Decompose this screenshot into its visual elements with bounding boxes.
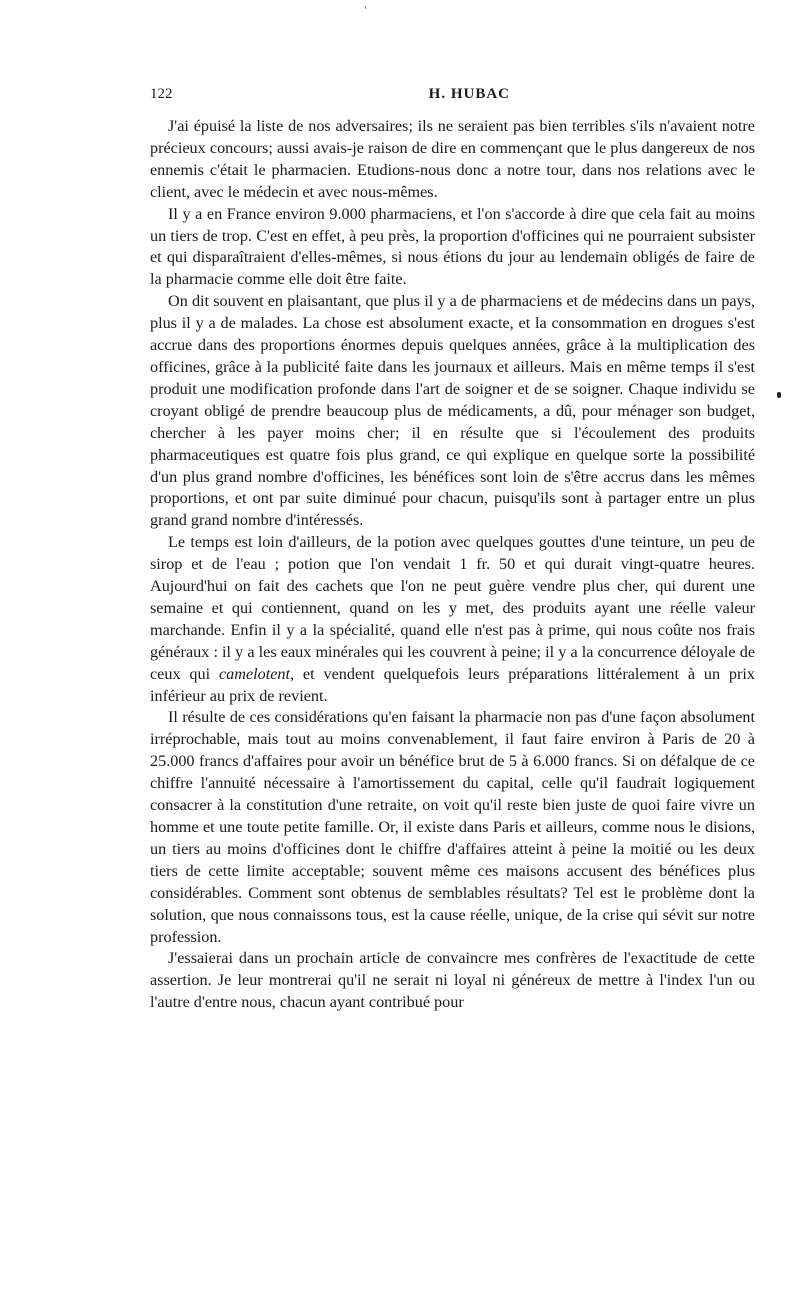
italic-word: camelotent [218,664,291,683]
page-number: 122 [150,86,173,102]
paragraph-3: On dit souvent en plaisantant, que plus il y a de pharmaciens et de médecins dans un pays, plus il y a de malades. La chose est absolument exacte, et la consommation en drogues s'est accrue dans des proportions énormes depuis quelques années, grâce à la multiplication des officines, grâce à la publicité faite dans les journaux et ailleurs. Mais en même temps il s'est produit une modification profonde dans l'art de soigner et de se soigner. Chaque individu se croyant obligé de prendre beaucoup plus de médicaments, a dû, pour ménager son budget, chercher à les payer moins cher; il en résulte que si l'écoulement des produits pharmaceutiques est quatre fois plus grand, ce qui explique en quelque sorte la possibilité d'un plus grand nombre d'officines, les bénéfices sont loin de s'être accrus dans les mêmes proportions, et ont par suite diminué pour chacun, puisqu'ils sont à partager entre un plus grand grand nombre d'intéressés. [150,292,755,530]
running-head: H. HUBAC [428,86,510,102]
paragraph-2: Il y a en France environ 9.000 pharmaciens, et l'on s'accorde à dire que cela fait au moins un tiers de trop. C'est en effet, à peu près, la proportion d'officines qui ne pourraient subsister et qui disparaîtraient d'elles-mêmes, si nous étions du jour au lendemain obligés de faire de la pharmacie comme elle doit être faite. [150,204,755,289]
paragraph-4 [150,532,755,707]
paragraph-1: J'ai épuisé la liste de nos adversaires; ils ne seraient pas bien terribles s'ils n'avaient notre précieux concours; aussi avais-je raison de dire en commençant que le plus dangereux de nos ennemis c'était le pharmacien. Etudions-nous donc a notre tour, dans nos relations avec le client, avec le médecin et avec nous-mêmes. [150,117,755,201]
paragraph-6: J'essaierai dans un prochain article de convaincre mes confrères de l'exactitude de cette assertion. Je leur montrerai qu'il ne serait ni loyal ni généreux de mettre à l'index l'un ou l'autre d'entre nous, chacun ayant contribué pour [150,949,755,1012]
body-text [150,116,755,1014]
margin-mark [777,392,781,398]
paragraph-4-text: Le temps est loin d'ailleurs, de la potion avec quelques gouttes d'une teinture, un peu de sirop et de l'eau ; potion que l'on vendait 1 fr. 50 et qui durait vingt-quatre heures. Aujourd'hui on fait des cachets que l'on ne peut guère vendre plus cher, qui durent une semaine et qui contiennent, quand on les y met, des produits ayant une réelle valeur marchande. Enfin il y a la spécialité, quand elle n'est pas à prime, qui nous coûte nos frais généraux : il y a les eaux minérales qui les couvrent à peine; il y a la concurrence déloyale de ceux qui [150,533,755,683]
page-header [150,86,755,112]
scan-speck [365,6,366,9]
book-page [150,86,755,1014]
paragraph-4-tail: , et vendent quelquefois leurs préparations littéralement à un prix inférieur au prix de revient. [150,664,756,705]
paragraph-5: Il résulte de ces considérations qu'en faisant la pharmacie non pas d'une façon absolument irréprochable, mais tout au moins convenablement, il faut faire environ à Paris de 20 à 25.000 francs d'affaires pour avoir un bénéfice brut de 5 à 6.000 francs. Si on défalque de ce chiffre l'annuité nécessaire à l'amortissement du capital, celle qu'il faudrait logiquement consacrer à la constitution d'une retraite, on voit qu'il reste bien juste de quoi faire vivre un homme et une toute petite famille. Or, il existe dans Paris et ailleurs, comme nous le disions, un tiers au moins d'officines dont le chiffre d'affaires atteint à peine la moitié ou les deux tiers de cette limite acceptable; souvent même ces maisons accusent des bénéfices plus considérables. Comment sont obtenus de semblables résultats? Tel est le problème dont la solution, que nous connaissons tous, est la cause réelle, unique, de la crise qui sévit sur notre profession. [150,708,755,946]
